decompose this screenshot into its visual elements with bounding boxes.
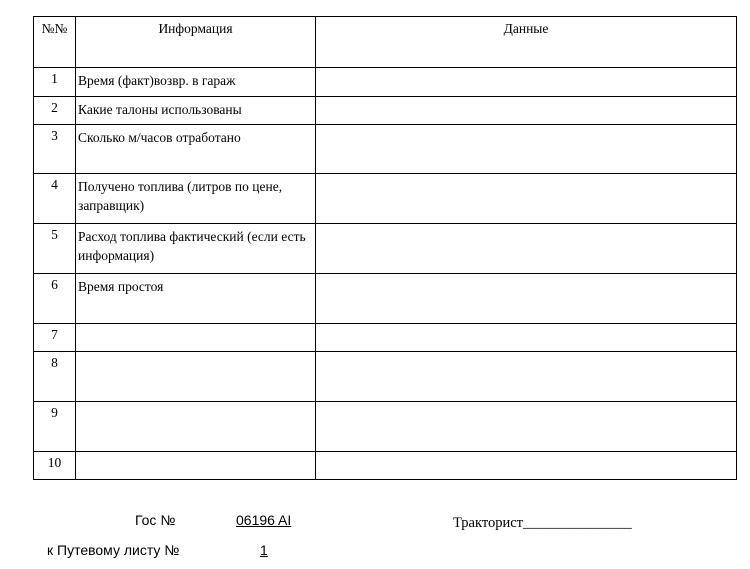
row-data-cell[interactable] [316, 324, 737, 352]
header-data: Данные [316, 17, 737, 68]
gos-value: 06196 AI [236, 512, 292, 528]
row-num: 1 [34, 68, 76, 97]
row-info[interactable] [76, 452, 316, 480]
row-data-cell[interactable] [316, 174, 737, 224]
header-info: Информация [76, 17, 316, 68]
traktorist-signature-line[interactable]: _______________ [523, 515, 632, 531]
traktorist-signature [453, 515, 632, 532]
row-num: 5 [34, 224, 76, 274]
putevoy-value: 1 [260, 542, 268, 558]
row-num: 4 [34, 174, 76, 224]
row-num: 8 [34, 352, 76, 402]
row-info: Какие талоны использованы [76, 97, 316, 125]
table-row [34, 324, 737, 352]
row-info: Сколько м/часов отработано [76, 125, 316, 174]
row-num: 7 [34, 324, 76, 352]
row-info: Время простоя [76, 274, 316, 324]
traktorist-label: Тракторист [453, 515, 524, 531]
header-num: №№ [34, 17, 76, 68]
table-row [34, 402, 737, 452]
row-info[interactable] [76, 352, 316, 402]
row-num: 3 [34, 125, 76, 174]
row-data-cell[interactable] [316, 97, 737, 125]
row-info: Расход топлива фактический (если есть информация) [76, 224, 316, 274]
table-row [34, 352, 737, 402]
table-row [34, 274, 737, 324]
table-row [34, 224, 737, 274]
table-header-row [34, 17, 737, 68]
info-table [33, 16, 737, 480]
row-info[interactable] [76, 324, 316, 352]
row-num: 6 [34, 274, 76, 324]
table-row [34, 97, 737, 125]
row-data-cell[interactable] [316, 274, 737, 324]
row-num: 2 [34, 97, 76, 125]
row-info: Время (факт)возвр. в гараж [76, 68, 316, 97]
row-data-cell[interactable] [316, 68, 737, 97]
row-data-cell[interactable] [316, 352, 737, 402]
table-row [34, 68, 737, 97]
row-data-cell[interactable] [316, 125, 737, 174]
row-info[interactable] [76, 402, 316, 452]
row-data-cell[interactable] [316, 402, 737, 452]
table-row [34, 452, 737, 480]
row-info: Получено топлива (литров по цене, заправщик) [76, 174, 316, 224]
table-row [34, 174, 737, 224]
gos-label: Гос № [135, 512, 176, 528]
table-row [34, 125, 737, 174]
row-num: 9 [34, 402, 76, 452]
row-num: 10 [34, 452, 76, 480]
row-data-cell[interactable] [316, 452, 737, 480]
row-data-cell[interactable] [316, 224, 737, 274]
putevoy-label: к Путевому листу № [47, 542, 180, 558]
